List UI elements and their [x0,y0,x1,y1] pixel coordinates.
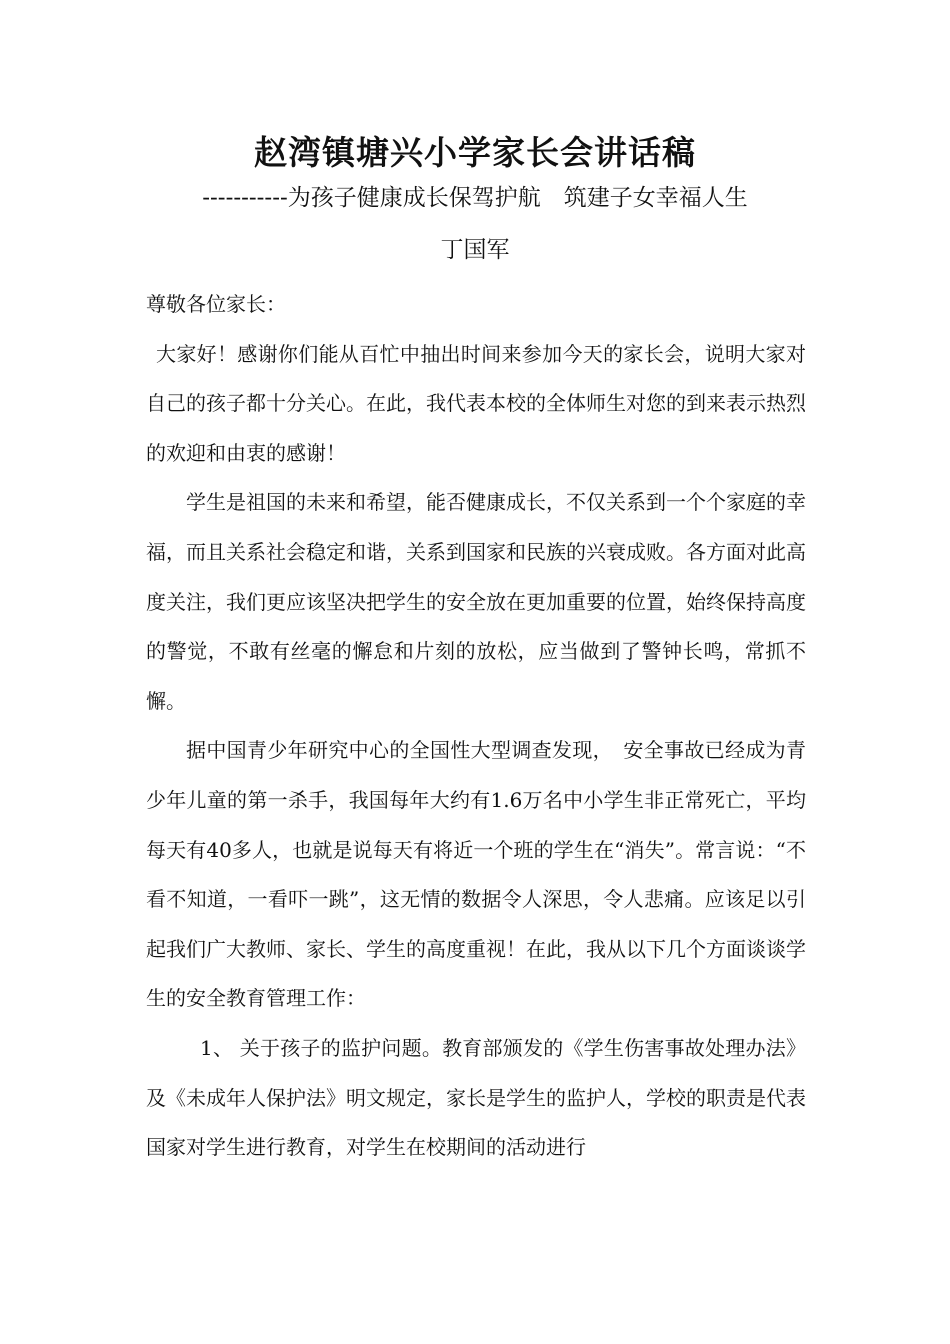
document-body [146,280,806,1173]
paragraph-importance: 学生是祖国的未来和希望，能否健康成长，不仅关系到一个个家庭的幸福，而且关系社会稳定和谐，关系到国家和民族的兴衰成败。各方面对此高度关注，我们更应该坚决把学生的安全放在更加重要的位置，始终保持高度的警觉，不敢有丝毫的懈怠和片刻的放松，应当做到了警钟长鸣，常抓不懈。 [146,490,806,713]
paragraph-item-1: 1、 关于孩子的监护问题。教育部颁发的《学生伤害事故处理办法》及《未成年人保护法》明文规定，家长是学生的监护人，学校的职责是代表国家对学生进行教育，对学生在校期间的活动进行 [146,1035,806,1160]
salutation: 尊敬各位家长： [146,292,286,316]
document-subtitle: -----------为孩子健康成长保驾护航 筑建子女幸福人生 [202,185,748,211]
paragraph-survey: 据中国青少年研究中心的全国性大型调查发现， 安全事故已经成为青少年儿童的第一杀手，我国每年大约有1.6万名中小学生非正常死亡，平均每天有40多人，也就是说每天有将近一个班的学生在“消失”。常言说：“不看不知道，一看吓一跳”，这无情的数据令人深思，令人悲痛。应该足以引起我们广大教师、家长、学生的高度重视！在此，我从以下几个方面谈谈学生的安全教育管理工作： [146,738,806,1011]
document-author: 丁国军 [440,237,510,263]
document-title: 赵湾镇塘兴小学家长会讲话稿 [254,133,696,172]
paragraph-greeting: 大家好！感谢你们能从百忙中抽出时间来参加今天的家长会，说明大家对自己的孩子都十分关心。在此，我代表本校的全体师生对您的到来表示热烈的欢迎和由衷的感谢！ [146,341,806,465]
